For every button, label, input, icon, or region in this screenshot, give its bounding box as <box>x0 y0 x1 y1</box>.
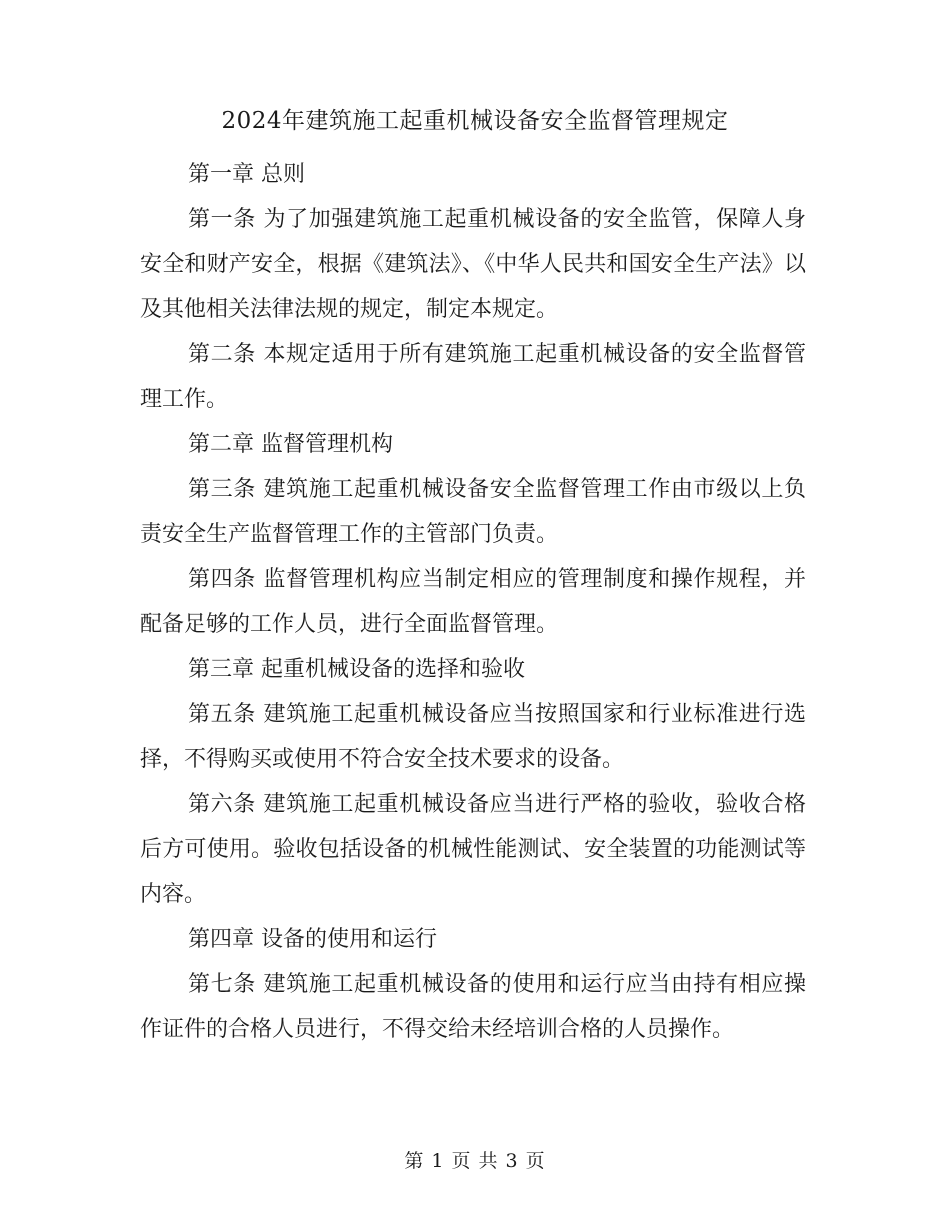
chapter-heading: 第三章 起重机械设备的选择和验收 <box>188 657 525 682</box>
article-paragraph: 第七条 建筑施工起重机械设备的使用和运行应当由持有相应操作证件的合格人员进行，不得交给未经培训合格的人员操作。 <box>140 972 806 1042</box>
chapter-heading: 第四章 设备的使用和运行 <box>188 927 437 952</box>
article-paragraph: 第三条 建筑施工起重机械设备安全监督管理工作由市级以上负责安全生产监督管理工作的主管部门负责。 <box>140 477 806 547</box>
article-paragraph: 第四条 监督管理机构应当制定相应的管理制度和操作规程，并配备足够的工作人员，进行全面监督管理。 <box>140 567 806 637</box>
document-title: 2024年建筑施工起重机械设备安全监督管理规定 <box>221 108 729 134</box>
chapter-heading: 第一章 总则 <box>188 162 305 187</box>
article-paragraph: 第五条 建筑施工起重机械设备应当按照国家和行业标准进行选择，不得购买或使用不符合安全技术要求的设备。 <box>140 702 806 772</box>
chapter-heading: 第二章 监督管理机构 <box>188 432 393 457</box>
article-paragraph: 第六条 建筑施工起重机械设备应当进行严格的验收，验收合格后方可使用。验收包括设备的机械性能测试、安全装置的功能测试等内容。 <box>140 792 806 907</box>
article-paragraph: 第一条 为了加强建筑施工起重机械设备的安全监管，保障人身安全和财产安全，根据《建筑法》、《中华人民共和国安全生产法》以及其他相关法律法规的规定，制定本规定。 <box>140 207 806 322</box>
page-number-footer: 第 1 页 共 3 页 <box>404 1150 546 1172</box>
article-paragraph: 第二条 本规定适用于所有建筑施工起重机械设备的安全监督管理工作。 <box>140 342 806 412</box>
document-body <box>140 152 806 1052</box>
